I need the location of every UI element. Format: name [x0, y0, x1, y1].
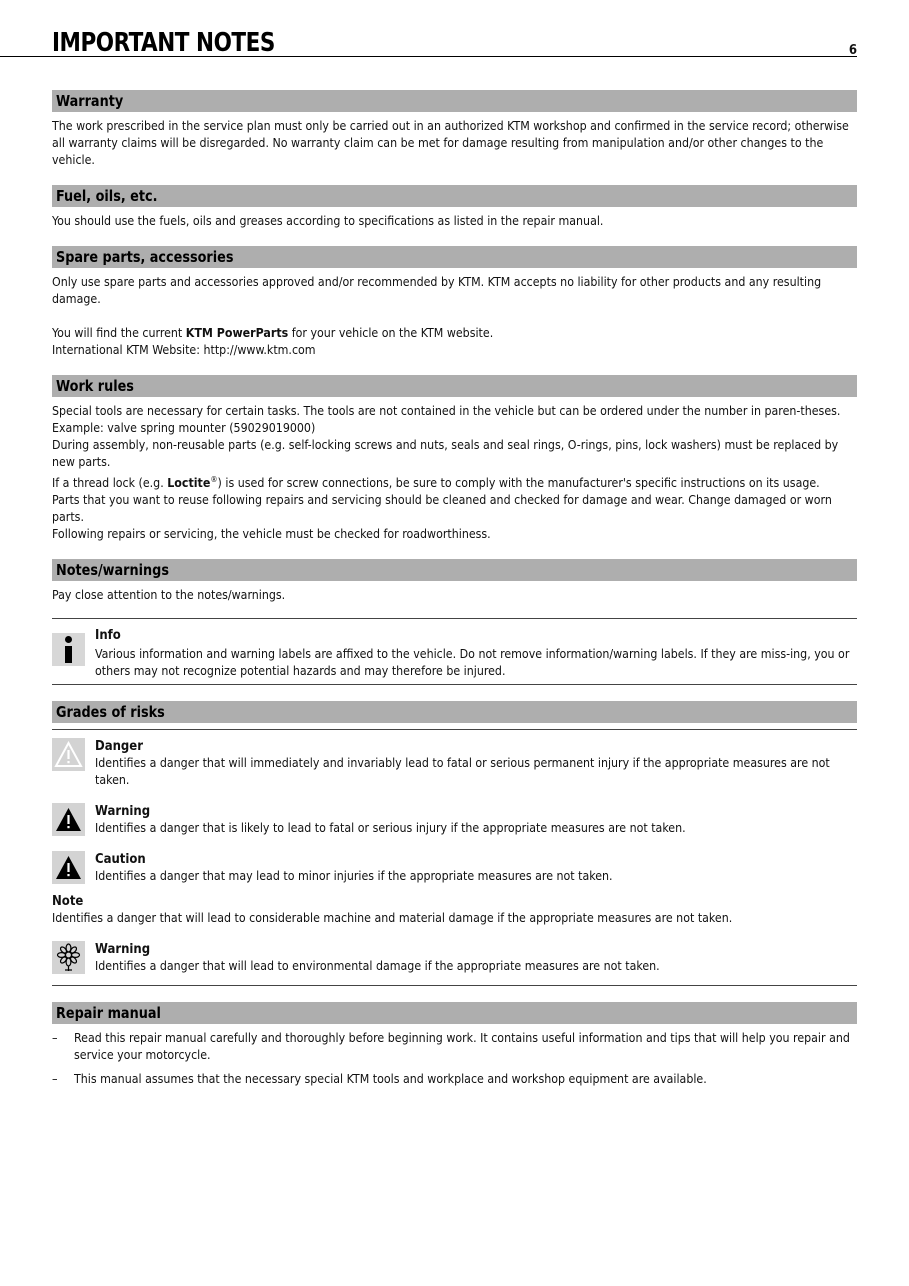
risk-caution: [52, 851, 857, 885]
info-label: Info: [95, 628, 121, 644]
warranty-text: The work prescribed in the service plan must only be carried out in an authorized KTM workshop and confirmed in the service record; otherwise all warranty claims will be disregarded. No warranty claim can be met for damage resulting from manipulation and/or other changes to the vehicle.: [52, 119, 849, 167]
risk-warning: [52, 803, 857, 837]
list-item: – This manual assumes that the necessary special KTM tools and workplace and workshop equipment are available.: [52, 1072, 707, 1087]
work-rules-para-2: During assembly, non-reusable parts (e.g. self-locking screws and nuts, seals and seal rings, O-rings, pins, lock washers) must be replaced by new parts.: [52, 438, 839, 469]
info-box: [52, 618, 857, 685]
section-heading-fuel: Fuel, oils, etc.: [52, 185, 857, 207]
powerparts-bold: KTM PowerParts: [185, 326, 289, 340]
environment-flower-icon: [52, 941, 85, 974]
work-rules-para-1: Special tools are necessary for certain tasks. The tools are not contained in the vehicle but can be ordered under the number in paren-theses. Example: valve spring mounter (59029019000): [52, 404, 841, 435]
warning-label: Warning: [95, 804, 151, 820]
title-divider: [0, 56, 857, 57]
env-warning-text: Identifies a danger that will lead to environmental damage if the appropriate measures are not taken.: [95, 959, 660, 974]
powerparts-text: You will find the current KTM PowerParts for your vehicle on the KTM website.: [52, 326, 494, 340]
work-rules-para-5: Following repairs or servicing, the vehicle must be checked for roadworthiness.: [52, 527, 491, 542]
warning-outline-icon: [52, 738, 85, 771]
info-text: Various information and warning labels are affixed to the vehicle. Do not remove information/warning labels. If they are miss-ing, you or others may not recognize potential hazards and may therefore be injured.: [95, 647, 850, 679]
caution-label: Caution: [95, 852, 146, 868]
work-rules-para-4: Parts that you want to reuse following repairs and servicing should be cleaned and checked for damage and wear. Change damaged or worn parts.: [52, 493, 832, 525]
section-heading-spare-parts: Spare parts, accessories: [52, 246, 857, 268]
note-label: Note: [52, 894, 84, 910]
spare-parts-text: Only use spare parts and accessories approved and/or recommended by KTM. KTM accepts no liability for other products and any resulting damage.: [52, 275, 822, 306]
danger-label: Danger: [95, 739, 144, 755]
env-warning-label: Warning: [95, 942, 151, 958]
risk-danger: [52, 738, 857, 789]
note-text: Identifies a danger that will lead to considerable machine and material damage if the appropriate measures are not taken.: [52, 911, 733, 926]
page-number: 6: [848, 43, 857, 58]
list-item: – Read this repair manual carefully and thoroughly before beginning work. It contains useful information and tips that will help you repair and service your motorcycle.: [52, 1031, 850, 1063]
risk-environment: [52, 941, 857, 975]
website-text: International KTM Website: http://www.ktm.com: [52, 343, 316, 357]
warning-text: Identifies a danger that is likely to lead to fatal or serious injury if the appropriate measures are not taken.: [95, 821, 686, 836]
caution-text: Identifies a danger that may lead to minor injuries if the appropriate measures are not taken.: [95, 869, 613, 884]
fuel-text: You should use the fuels, oils and greases according to specifications as listed in the repair manual.: [52, 214, 604, 228]
page-title: IMPORTANT NOTES: [52, 28, 275, 58]
section-heading-notes: Notes/warnings: [52, 559, 857, 581]
page-content: [52, 90, 857, 1095]
loctite-bold: Loctite: [167, 476, 211, 491]
section-heading-work-rules: Work rules: [52, 375, 857, 397]
caution-icon: [52, 851, 85, 884]
repair-manual-list: [52, 1030, 857, 1088]
work-rules-para-3: If a thread lock (e.g. Loctite®) is used for screw connections, be sure to comply with the manufacturer's specific instructions on its usage.: [52, 475, 820, 491]
section-heading-repair-manual: Repair manual: [52, 1002, 857, 1024]
warning-filled-icon: [52, 803, 85, 836]
danger-text: Identifies a danger that will immediately and invariably lead to fatal or serious permanent injury if the appropriate measures are not taken.: [95, 756, 830, 788]
risk-box: [52, 729, 857, 986]
notes-text: Pay close attention to the notes/warnings.: [52, 588, 286, 603]
section-heading-warranty: Warranty: [52, 90, 857, 112]
section-heading-risks: Grades of risks: [52, 701, 857, 723]
info-icon: [52, 633, 85, 666]
